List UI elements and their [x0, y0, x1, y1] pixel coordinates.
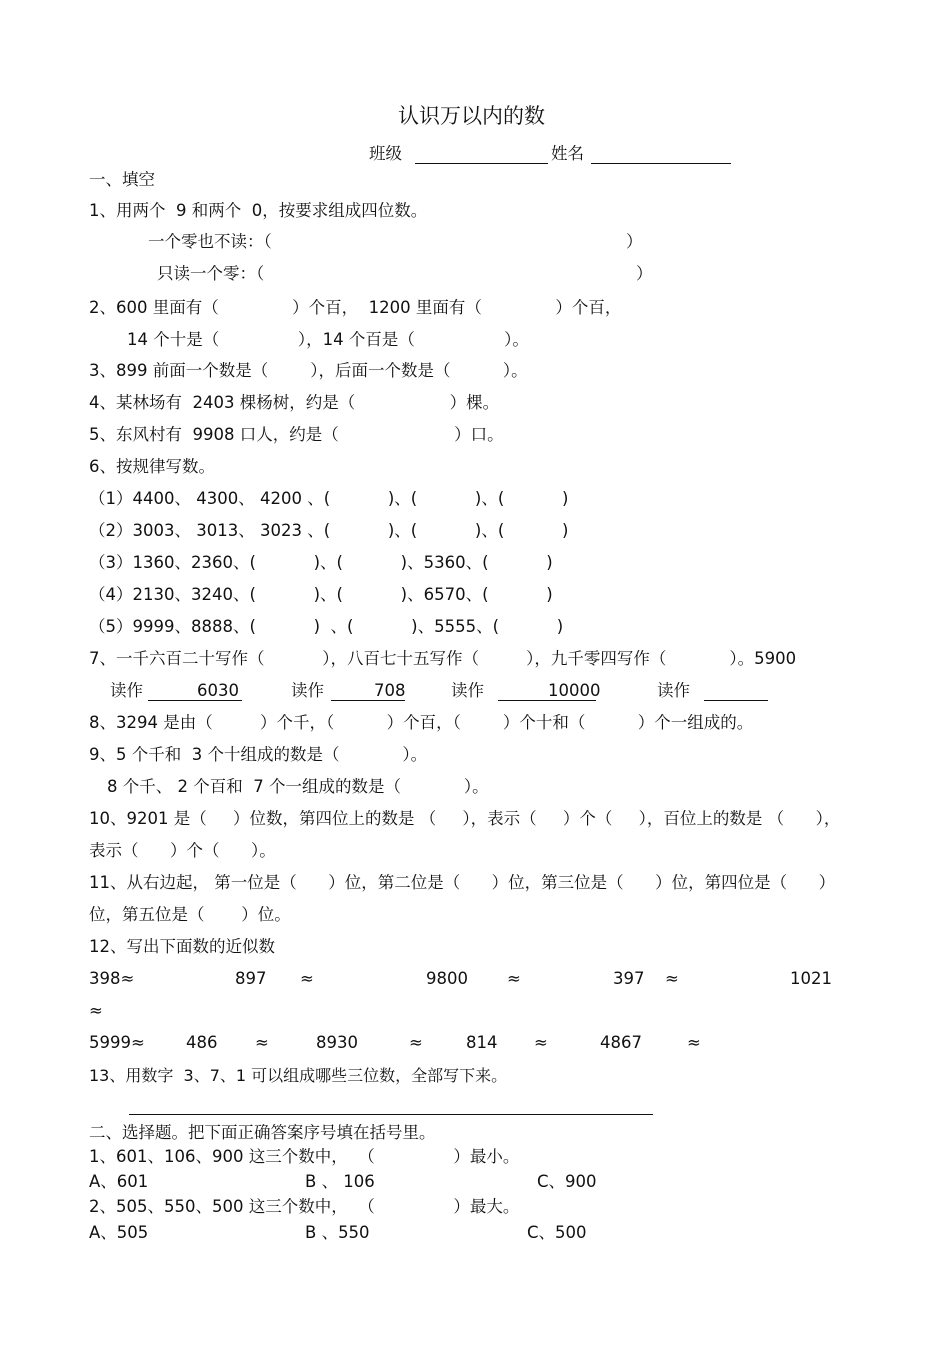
read-label-4: 读作	[657, 681, 690, 700]
question-2b: 14 个十是（ ），14 个百是（ ）。	[127, 330, 529, 349]
read-value-1: 6030	[197, 681, 239, 700]
question-1b-close: ）	[636, 264, 653, 283]
class-blank[interactable]	[415, 163, 548, 164]
question-3: 3、899 前面一个数是（ ），后面一个数是（ ）。	[89, 361, 528, 380]
read-value-3: 10000	[548, 681, 601, 700]
read-blank-1[interactable]	[148, 700, 242, 701]
approx-item: ≈	[300, 969, 314, 988]
choice-question-2: 2、505、550、500 这三个数中， （ ）最大。	[89, 1197, 520, 1216]
read-label-3: 读作	[451, 681, 484, 700]
option-a[interactable]: A、505	[89, 1223, 149, 1242]
read-blank-3[interactable]	[498, 700, 596, 701]
page-title: 认识万以内的数	[398, 104, 545, 128]
approx-item: ≈	[409, 1033, 423, 1052]
question-1: 1、用两个 9 和两个 0，按要求组成四位数。	[89, 201, 428, 220]
name-label: 姓名	[551, 144, 584, 163]
read-blank-4[interactable]	[704, 700, 768, 701]
approx-item: 814	[466, 1033, 498, 1052]
question-6-5: （5）9999、8888、( ) 、( )、5555、( )	[89, 617, 564, 636]
option-c[interactable]: C、500	[527, 1223, 587, 1242]
approx-item: 486	[186, 1033, 218, 1052]
question-2: 2、600 里面有（ ）个百， 1200 里面有（ ）个百，	[89, 298, 622, 317]
approx-item: 8930	[316, 1033, 358, 1052]
question-6-1: （1）4400、 4300、 4200 、( )、( )、( )	[89, 489, 569, 508]
approx-item: ≈	[534, 1033, 548, 1052]
question-9b: 8 个千、 2 个百和 7 个一组成的数是（ ）。	[107, 777, 489, 796]
option-b[interactable]: B 、550	[305, 1223, 370, 1242]
read-value-2: 708	[374, 681, 406, 700]
class-label: 班级	[369, 144, 402, 163]
question-1a: 一个零也不读：（	[148, 232, 272, 251]
approx-item: 4867	[600, 1033, 642, 1052]
option-c[interactable]: C、900	[537, 1172, 597, 1191]
approx-item: ≈	[665, 969, 679, 988]
question-11: 11、从右边起， 第一位是（ ）位，第二位是（ ）位，第三位是（ ）位，第四位是（ ）	[89, 873, 836, 892]
question-6: 6、按规律写数。	[89, 457, 215, 476]
approx-item: ≈	[507, 969, 521, 988]
question-1b: 只读一个零：（	[157, 264, 265, 283]
section1-heading: 一、填空	[89, 170, 155, 189]
approx-item: 398≈	[89, 969, 135, 988]
approx-item: 5999≈	[89, 1033, 145, 1052]
question-6-2: （2）3003、 3013、 3023 、( )、( )、( )	[89, 521, 569, 540]
question-11b: 位，第五位是（ ）位。	[89, 905, 291, 924]
question-6-4: （4）2130、3240、( )、( )、6570、( )	[89, 585, 553, 604]
section2-heading: 二、选择题。把下面正确答案序号填在括号里。	[89, 1123, 436, 1142]
choice-question-1: 1、601、106、900 这三个数中， （ ）最小。	[89, 1147, 520, 1166]
approx-wrap: ≈	[89, 1001, 103, 1020]
question-9: 9、5 个千和 3 个十组成的数是（ ）。	[89, 745, 428, 764]
approx-item: 897	[235, 969, 267, 988]
option-a[interactable]: A、601	[89, 1172, 149, 1191]
question-10b: 表示（ ）个（ ）。	[89, 841, 276, 860]
question-10: 10、9201 是（ ）位数，第四位上的数是 （ ），表示（ ）个（ ），百位上的数是 （ ），	[89, 809, 841, 828]
approx-item: 397	[613, 969, 645, 988]
answer-line[interactable]	[129, 1114, 653, 1115]
question-1a-close: ）	[626, 232, 643, 251]
read-blank-2[interactable]	[331, 700, 405, 701]
question-6-3: （3）1360、2360、( )、( )、5360、( )	[89, 553, 553, 572]
approx-item: ≈	[255, 1033, 269, 1052]
question-8: 8、3294 是由（ ）个千，（ ）个百，（ ）个十和（ ）个一组成的。	[89, 713, 754, 732]
name-blank[interactable]	[591, 163, 731, 164]
approx-item: ≈	[687, 1033, 701, 1052]
question-5: 5、东风村有 9908 口人，约是（ ）口。	[89, 425, 504, 444]
question-7: 7、一千六百二十写作（ ），八百七十五写作（ ），九千零四写作（ ）。5900	[89, 649, 797, 668]
read-label-2: 读作	[291, 681, 324, 700]
approx-item: 9800	[426, 969, 468, 988]
read-label-1: 读作	[110, 681, 143, 700]
approx-item: 1021	[790, 969, 832, 988]
question-4: 4、某林场有 2403 棵杨树，约是（ ）棵。	[89, 393, 500, 412]
question-12: 12、写出下面数的近似数	[89, 937, 275, 956]
option-b[interactable]: B 、 106	[305, 1172, 375, 1191]
question-13: 13、用数字 3、7、1 可以组成哪些三位数，全部写下来。	[89, 1066, 508, 1085]
